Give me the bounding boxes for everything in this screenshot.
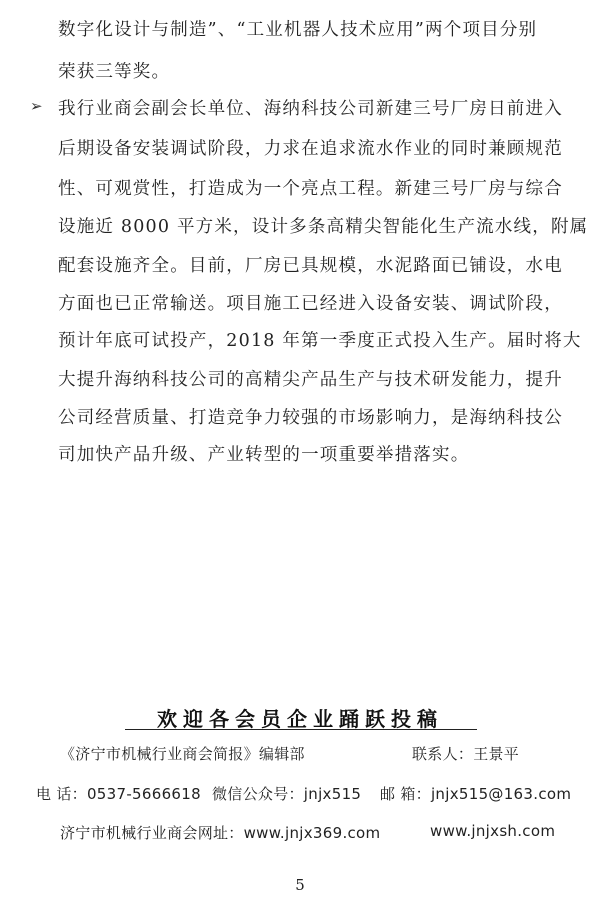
footer-title: 欢迎各会员企业踊跃投稿 <box>157 707 443 731</box>
paragraph2-line-3: 性、可观赏性，打造成为一个亮点工程。新建三号厂房与综合 <box>58 179 563 199</box>
editorial-office: 《济宁市机械行业商会简报》编辑部 <box>60 745 305 763</box>
website-primary: 济宁市机械行业商会网址：www.jnjx369.com <box>60 824 381 842</box>
paragraph2-line-9: 公司经营质量、打造竞争力较强的市场影响力，是海纳科技公 <box>58 408 563 428</box>
phone-number: 电 话：0537-5666618 <box>36 785 201 803</box>
wechat-account: 微信公众号：jnjx515 <box>212 785 362 803</box>
paragraph1-line-2: 荣获三等奖。 <box>58 62 171 82</box>
paragraph2-line-4: 设施近 8000 平方米，设计多条高精尖智能化生产流水线，附属 <box>58 217 589 237</box>
paragraph2-line-7: 预计年底可试投产，2018 年第一季度正式投入生产。届时将大 <box>58 331 582 351</box>
email-address: 邮 箱：jnjx515@163.com <box>380 785 572 803</box>
paragraph1-line-1: 数字化设计与制造”、“工业机器人技术应用”两个项目分别 <box>58 20 538 40</box>
paragraph2-line-6: 方面也已正常输送。项目施工已经进入设备安装、调试阶段， <box>58 294 563 314</box>
contact-person: 联系人：王景平 <box>412 745 520 763</box>
paragraph2-line-8: 大提升海纳科技公司的高精尖产品生产与技术研发能力，提升 <box>58 370 563 390</box>
paragraph2-line-5: 配套设施齐全。目前，厂房已具规模，水泥路面已铺设，水电 <box>58 256 563 276</box>
paragraph2-line-2: 后期设备安装调试阶段，力求在追求流水作业的同时兼顾规范 <box>58 139 563 159</box>
website-secondary: www.jnjxsh.com <box>430 822 556 840</box>
paragraph2-line-1: 我行业商会副会长单位、海纳科技公司新建三号厂房日前进入 <box>58 99 563 119</box>
footer-divider <box>125 729 477 730</box>
paragraph2-line-10: 司加快产品升级、产业转型的一项重要举措落实。 <box>58 445 470 465</box>
page-number: 5 <box>295 876 305 894</box>
arrow-right-icon: ➢ <box>30 97 43 115</box>
